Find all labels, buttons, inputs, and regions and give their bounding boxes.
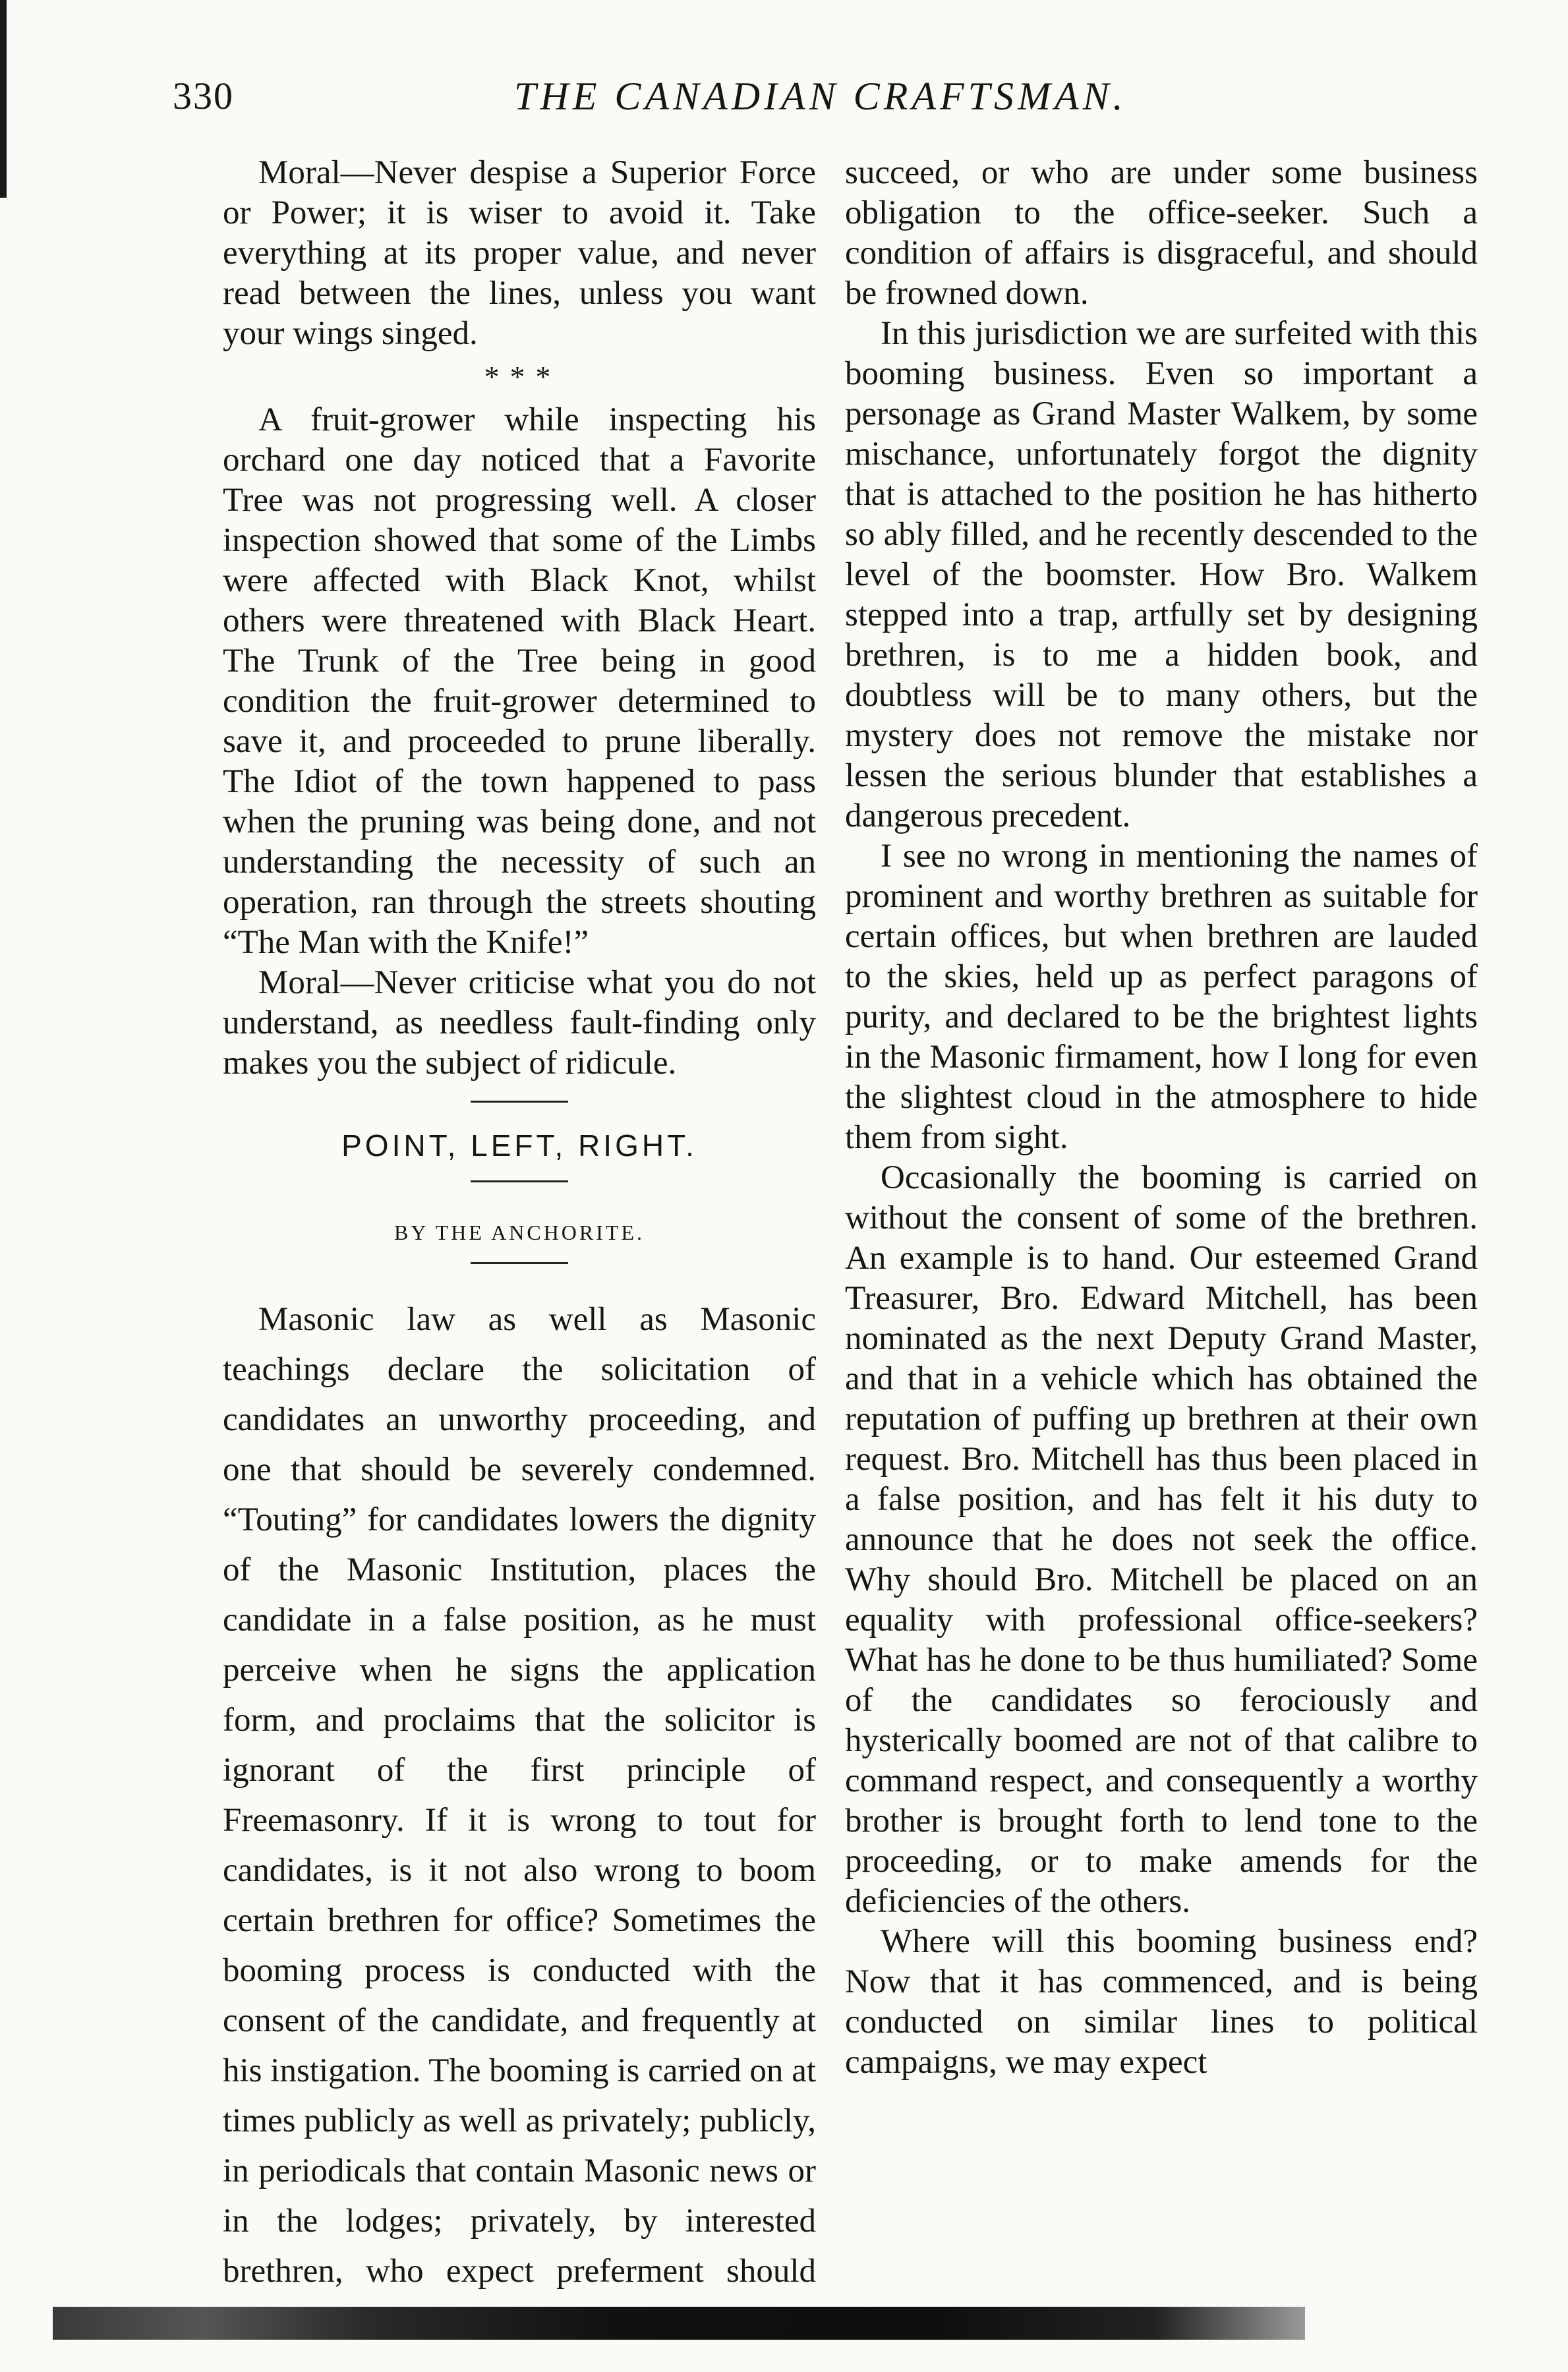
section-title: POINT, LEFT, RIGHT.: [341, 1128, 697, 1163]
page-header: [0, 74, 1568, 133]
section-rule-bottom: [471, 1262, 568, 1264]
fruit-grower-paragraph: A fruit-grower while inspecting his orchard one day noticed that a Favorite Tree was not progressing well. A closer inspection showed that some of the Limbs were affected with Black Knot, whilst others were threatened with Black Heart. The Trunk of the Tree being in good condition the fruit-grower determined to save it, and proceeded to prune liberally. The Idiot of the town happened to pass when the pruning was being done, and not understanding the necessity of such an operation, ran through the streets shouting “The Man with the Knife!”: [223, 401, 816, 961]
moral-paragraph-2: Moral—Never criticise what you do not understand, as needless fault-finding only makes you the subject of ridicule.: [223, 964, 816, 1082]
page-title: THE CANADIAN CRAFTSMAN.: [514, 74, 1127, 118]
byline: BY THE ANCHORITE.: [394, 1221, 645, 1244]
article-paragraph-continued: succeed, or who are under some business obligation to the office-seeker. Such a condition of affairs is disgraceful, and should be frowned down.: [845, 154, 1478, 312]
section-rule-middle: [471, 1180, 568, 1182]
article-paragraph-1: Masonic law as well as Masonic teachings declare the solicitation of candidates an unworthy proceeding, and one that should be severely condemned. “Touting” for candidates lowers the dignity of the Masonic Institution, places the candidate in a false position, as he must perceive when he signs the application form, and proclaims that the solicitor is ignorant of the first principle of Freemasonry. If it is wrong to tout for candidates, is it not also wrong to boom certain brethren for office? Sometimes the booming process is conducted with the consent of the candidate, and frequently at his instigation. The booming is carried on at times publicly as well as privately; publicly, in periodicals that contain Masonic news or in the lodges; privately, by interested brethren, who expect preferment should: [223, 1301, 816, 2290]
moral-paragraph-1: Moral—Never despise a Superior Force or Power; it is wiser to avoid it. Take everything at its proper value, and never read between the lines, unless you want your wings singed.: [223, 154, 816, 352]
asterism-separator: * * *: [484, 360, 555, 393]
article-paragraph-5: Where will this booming business end? Now that it has commenced, and is being conducted on similar lines to political campaigns, we may expect: [845, 1923, 1478, 2081]
page-number: 330: [173, 74, 234, 117]
article-paragraph-3: I see no wrong in mentioning the names of prominent and worthy brethren as suitable for certain offices, but when brethren are lauded to the skies, held up as perfect paragons of purity, and declared to be the brightest lights in the Masonic firmament, how I long for even the slightest cloud in the atmosphere to hide them from sight.: [845, 838, 1478, 1156]
section-rule-top: [471, 1101, 568, 1103]
scan-footer-bar: [53, 2307, 1305, 2340]
right-column: [845, 153, 1478, 2083]
article-paragraph-2: In this jurisdiction we are surfeited with this booming business. Even so important a personage as Grand Master Walkem, by some mischance, unfortunately forgot the dignity that is attached to the position he has hitherto so ably filled, and he recently descended to the level of the boomster. How Bro. Walkem stepped into a trap, artfully set by designing brethren, is to me a hidden book, and doubtless will be to many others, but the mystery does not remove the mistake nor lessen the serious blunder that establishes a dangerous precedent.: [845, 315, 1478, 834]
article-paragraph-4: Occasionally the booming is carried on without the consent of some of the brethren. An example is to hand. Our esteemed Grand Treasurer, Bro. Edward Mitchell, has been nominated as the next Deputy Grand Master, and that in a vehicle which has obtained the reputation of puffing up brethren at their own request. Bro. Mitchell has thus been placed in a false position, and has felt it his duty to announce that he does not seek the office. Why should Bro. Mitchell be placed on an equality with professional office-seekers? What has he done to be thus humiliated? Some of the candidates so ferociously and hysterically boomed are not of that calibre to command respect, and consequently a worthy brother is brought forth to lend tone to the proceeding, or to make amends for the deficiencies of the others.: [845, 1159, 1478, 1920]
left-column: [223, 153, 816, 2346]
